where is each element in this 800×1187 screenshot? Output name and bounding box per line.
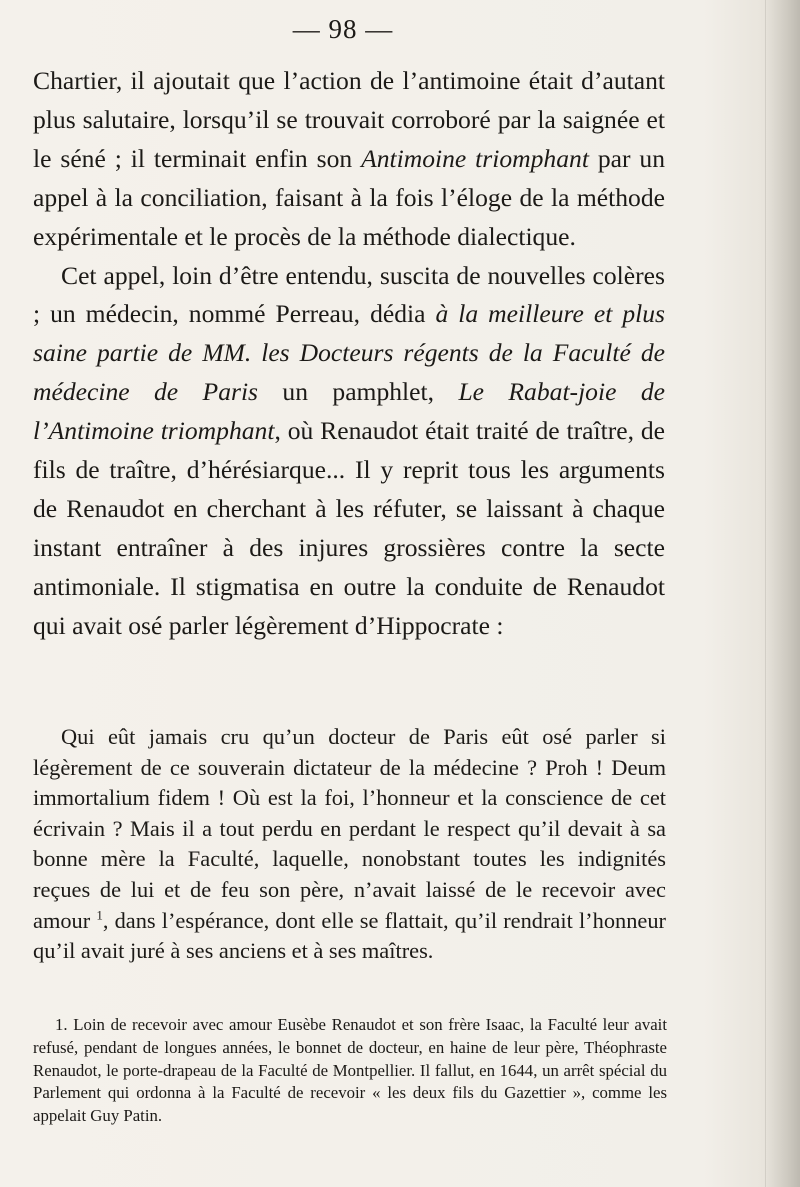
footnote-reference: 1 — [96, 907, 103, 923]
block-quote — [33, 722, 666, 967]
paragraph-1-text: Chartier, il ajoutait que l’action de l’antimoine était d’autant plus salutaire, lorsqu’il se trouvait corroboré par la saignée et le séné ; il terminait enfin son — [33, 66, 665, 173]
paragraph-2-start: Cet appel, loin d’être entendu, suscita de nouvelles colères ; un médecin, nommé Perreau, dédia — [33, 260, 665, 329]
page-number: — 98 — — [292, 14, 394, 44]
paragraph-1 — [33, 62, 665, 257]
footnote-text: Loin de recevoir avec amour Eusèbe Renaudot et son frère Isaac, la Faculté leur avait refusé, pendant de longues années, le bonnet de docteur, en haine de leur père, Théophraste Renaudot, le porte-drapeau de la Faculté de Montpellier. Il fallut, en 1644, un arrêt spécial du Parlement qui ordonna à la Faculté de recevoir « les deux fils du Gazettier », comme les appelait Guy Patin. — [33, 1015, 667, 1126]
paragraph-2 — [33, 257, 665, 646]
body-text — [33, 62, 665, 646]
paragraph-1-end: par un appel à la conciliation, faisant à la fois l’éloge de la méthode expérimentale et le procès de la méthode dialectique. — [33, 143, 665, 251]
paragraph-2-end: , où Renaudot était traité de traître, de fils de traître, d’hérésiarque... Il y reprit tous les arguments de Renaudot en cherchant à les réfuter, se laissant à chaque instant entraîner à des injures grossières contre la secte antimoniale. Il stigmatisa en outre la conduite de Renaudot qui avait osé parler légèrement d’Hippocrate : — [33, 416, 665, 640]
paragraph-2-pamphlet-title: Le Rabat-joie de l’Antimoine triomphant — [33, 377, 665, 446]
paragraph-2-mid: un pamphlet, — [258, 377, 459, 407]
quote-text: Qui eût jamais cru qu’un docteur de Paris eût osé parler si légèrement de ce souverain dictateur de la médecine ? Proh ! Deum immortalium fidem ! Où est la foi, l’honneur et la conscience de cet écrivain ? Mais il a tout perdu en perdant le respect qu’il devait à sa bonne mère la Faculté, laquelle, nonobstant toutes les indignités reçues de lui et de feu son père, n’avait laissé de le recevoir avec amour — [33, 724, 666, 933]
footnote-number: 1. — [55, 1015, 68, 1034]
footnote — [33, 1014, 667, 1128]
page-gutter — [765, 0, 800, 1187]
quote-text-end: , dans l’espérance, dont elle se flattait, qu’il rendrait l’honneur qu’il avait juré à ses anciens et à ses maîtres. — [33, 907, 666, 964]
paragraph-1-title: Antimoine triomphant — [361, 143, 589, 173]
paragraph-2-dedication: à la meilleure et plus saine partie de MM. les Docteurs régents de la Faculté de médecine de Paris — [33, 299, 666, 407]
